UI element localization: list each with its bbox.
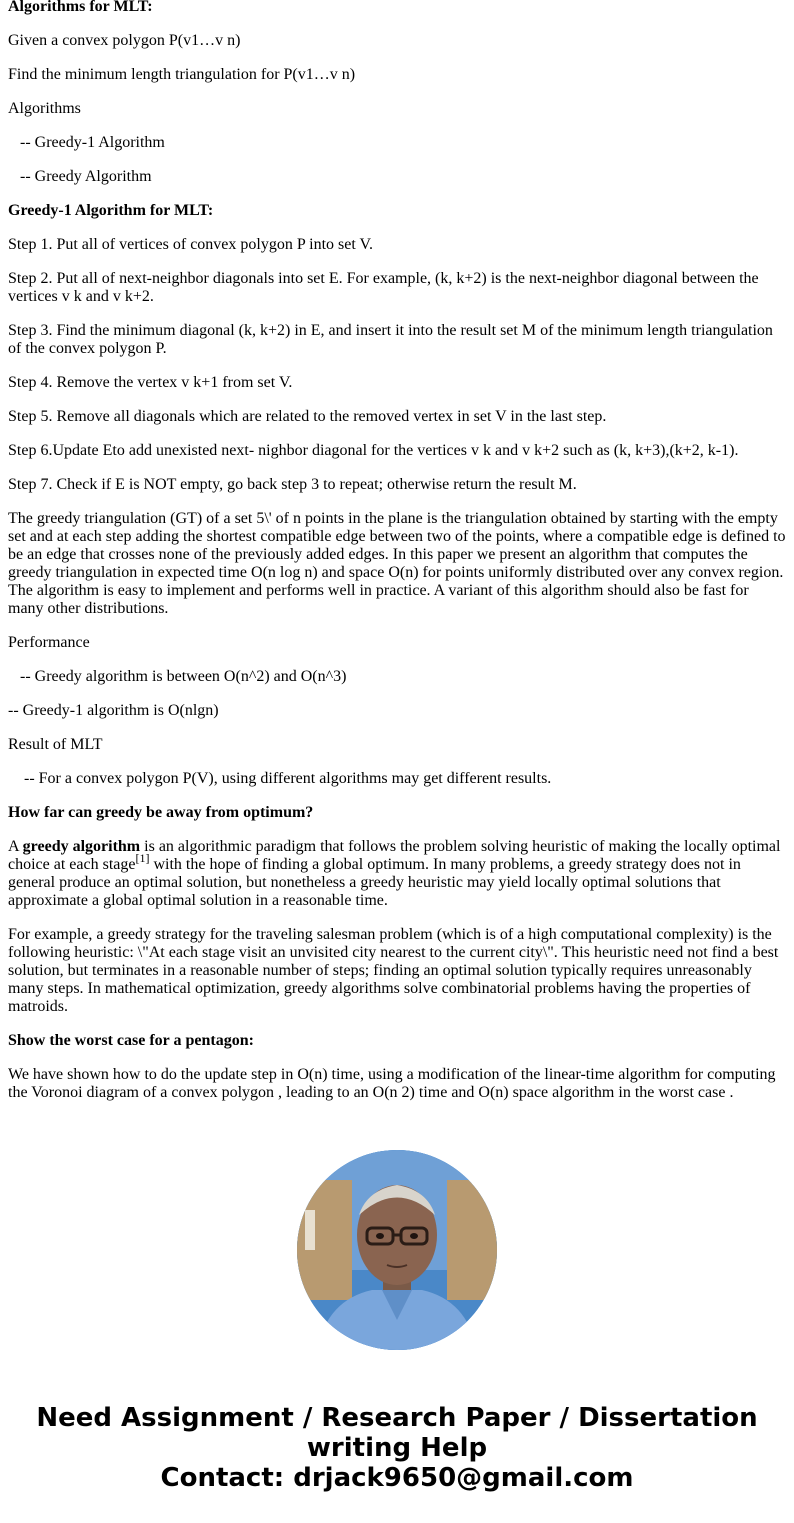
pentagon-heading: Show the worst case for a pentagon:: [8, 1032, 254, 1049]
result-label: Result of MLT: [8, 736, 103, 753]
gt-paragraph: The greedy triangulation (GT) of a set 5\' of n points in the plane is the triangulation obtained by starting with the empty set and at each step adding the shortest compatible edge between two of the points, where a compatible edge is defined to be an edge that crosses none of the previously added edges. In this paper we present an algorithm that computes the greedy triangulation in expected time O(n log n) and space O(n) for points uniformly distributed over any convex region. The algorithm is easy to implement and performs well in practice. A variant of this algorithm should also be fast for many other distributions.: [8, 510, 786, 617]
perf-item-greedy: -- Greedy algorithm is between O(n^2) and O(n^3): [20, 668, 347, 685]
result-item: -- For a convex polygon P(V), using different algorithms may get different results.: [24, 770, 552, 787]
step-4: Step 4. Remove the vertex v k+1 from set V.: [8, 374, 293, 391]
greedy-def-a: A: [8, 838, 23, 855]
tsp-paragraph: For example, a greedy strategy for the traveling salesman problem (which is of a high computational complexity) is the following heuristic: \"At each stage visit an unvisited city nearest to the current city\". This heuristic need not find a best solution, but terminates in a reasonable number of steps; finding an optimal solution typically requires unreasonably many steps. In mathematical optimization, greedy algorithms solve combinatorial problems having the properties of matroids.: [8, 926, 779, 1015]
step-3: Step 3. Find the minimum diagonal (k, k+2) in E, and insert it into the result set M of the minimum length triangulation of the convex polygon P.: [8, 322, 773, 357]
step-2: Step 2. Put all of next-neighbor diagonals into set E. For example, (k, k+2) is the next-neighbor diagonal between the vertices v k and v k+2.: [8, 270, 759, 305]
greedy-def-c: with the hope of finding a global optimum. In many problems, a greedy strategy does not in general produce an optimal solution, but nonetheless a greedy heuristic may yield locally optimal solutions that approximate a global optimal solution in a reasonable time.: [8, 856, 741, 909]
algo-item-greedy: -- Greedy Algorithm: [20, 168, 152, 185]
algorithms-label: Algorithms: [8, 100, 81, 117]
banner-line-2: writing Help: [306, 1433, 488, 1463]
step-7: Step 7. Check if E is NOT empty, go back step 3 to repeat; otherwise return the result M.: [8, 476, 577, 493]
pentagon-paragraph: We have shown how to do the update step in O(n) time, using a modification of the linear-time algorithm for computing the Voronoi diagram of a convex polygon , leading to an O(n 2) time and O(n) space algorithm in the worst case .: [8, 1066, 776, 1101]
greedy-def-b: is an algorithmic paradigm that follows the problem solving heuristic of making the locally optimal choice at each stage: [8, 838, 781, 873]
citation-link[interactable]: [1]: [135, 850, 150, 865]
greedy-def-term: greedy algorithm: [22, 838, 141, 855]
author-avatar: [297, 1150, 497, 1350]
performance-label: Performance: [8, 634, 90, 651]
banner-contact-email[interactable]: Contact: drjack9650@gmail.com: [160, 1463, 634, 1493]
greedy-definition: [8, 838, 786, 910]
greedy1-heading: Greedy-1 Algorithm for MLT:: [8, 202, 214, 219]
banner-line-1: Need Assignment / Research Paper / Dissertation: [36, 1403, 758, 1433]
person-photo-icon: [297, 1150, 497, 1350]
given-line: Given a convex polygon P(v1…v n): [8, 32, 241, 49]
algo-item-greedy1: -- Greedy-1 Algorithm: [20, 134, 165, 151]
perf-item-greedy1: -- Greedy-1 algorithm is O(nlgn): [8, 702, 219, 719]
optimum-heading: How far can greedy be away from optimum?: [8, 804, 314, 821]
step-6: Step 6.Update Eto add unexisted next- nighbor diagonal for the vertices v k and v k+2 such as (k, k+3),(k+2, k-1).: [8, 442, 739, 459]
contact-banner: [0, 1403, 794, 1493]
step-5: Step 5. Remove all diagonals which are related to the removed vertex in set V in the last step.: [8, 408, 607, 425]
mlt-heading: Algorithms for MLT:: [8, 0, 153, 15]
find-line: Find the minimum length triangulation for P(v1…v n): [8, 66, 356, 83]
step-1: Step 1. Put all of vertices of convex polygon P into set V.: [8, 236, 374, 253]
